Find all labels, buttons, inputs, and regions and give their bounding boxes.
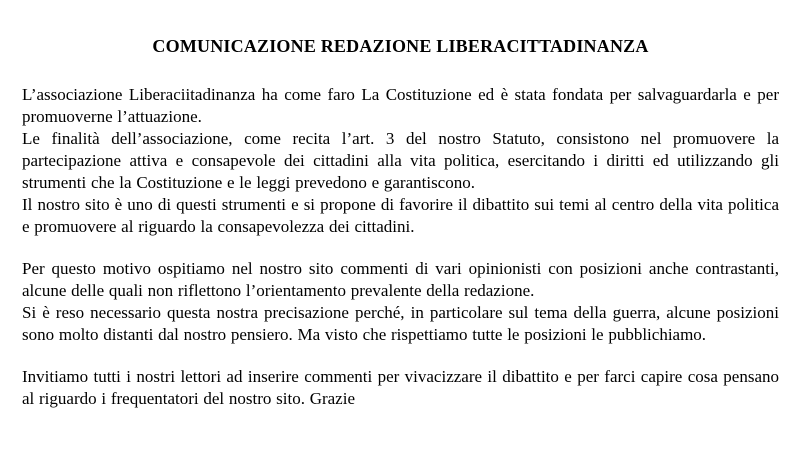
paragraph-site-purpose: Il nostro sito è uno di questi strumenti e si propone di favorire il dibattito sui temi al centro della vita politica e promuovere al riguardo la consapevolezza dei cittadini. bbox=[22, 195, 779, 236]
paragraph-opinionists: Per questo motivo ospitiamo nel nostro sito commenti di vari opinionisti con posizioni anche contrastanti, alcune delle quali non riflettono l’orientamento prevalente della redazione. bbox=[22, 259, 779, 300]
paragraph-reader-invitation: Invitiamo tutti i nostri lettori ad inserire commenti per vivacizzare il dibattito e per farci capire cosa pensano al riguardo i frequentatori del nostro sito. Grazie bbox=[22, 367, 779, 408]
paragraph-statute-goals: Le finalità dell’associazione, come recita l’art. 3 del nostro Statuto, consistono nel promuovere la partecipazione attiva e consapevole dei cittadini alla vita politica, esercitando i diritti ed utilizzando gli strumenti che la Costituzione e le leggi prevedono e garantiscono. bbox=[22, 129, 779, 192]
paragraph-association-founding: L’associazione Liberaciitadinanza ha come faro La Costituzione ed è stata fondata per salvaguardarla e per promuoverne l’attuazione. bbox=[22, 85, 779, 126]
paragraph-clarification: Si è reso necessario questa nostra precisazione perché, in particolare sul tema della guerra, alcune posizioni sono molto distanti dal nostro pensiero. Ma visto che rispettiamo tutte le posizioni le pubblichiamo. bbox=[22, 303, 779, 344]
document-title: COMUNICAZIONE REDAZIONE LIBERACITTADINANZA bbox=[152, 36, 649, 56]
paragraph-group-intro bbox=[22, 84, 779, 238]
paragraph-group-editorial-position bbox=[22, 258, 779, 346]
paragraph-group-invitation bbox=[22, 366, 779, 410]
